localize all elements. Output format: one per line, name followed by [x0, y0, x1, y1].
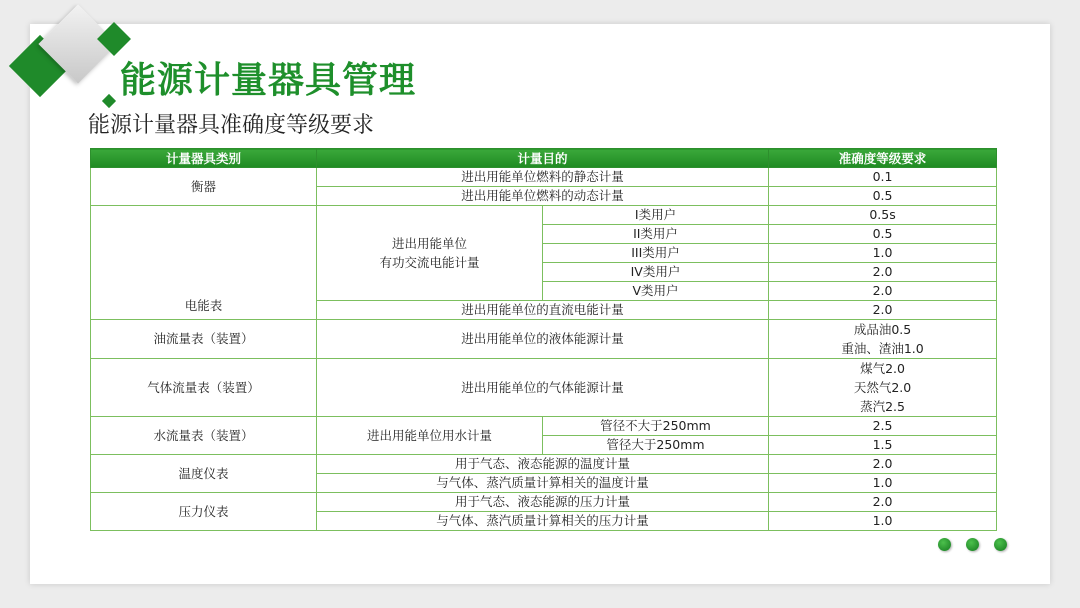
purpose-line: 有功交流电能计量	[379, 255, 480, 270]
grade-cell: 1.5	[769, 436, 997, 455]
category-cell: 温度仪表	[91, 455, 317, 493]
user-class-cell: III类用户	[543, 244, 769, 263]
header-purpose: 计量目的	[317, 149, 769, 168]
grade-cell: 1.0	[769, 244, 997, 263]
grade-line: 蒸汽2.5	[860, 399, 905, 414]
page-title: 能源计量器具管理	[120, 60, 417, 101]
category-cell: 气体流量表（装置）	[91, 359, 317, 417]
header-category: 计量器具类别	[91, 149, 317, 168]
grade-line: 煤气2.0	[860, 361, 905, 376]
condition-cell: 管径大于250mm	[543, 436, 769, 455]
purpose-cell: 进出用能单位用水计量	[317, 417, 543, 455]
purpose-line: 进出用能单位	[391, 236, 467, 251]
grade-cell: 0.5s	[769, 206, 997, 225]
category-cell: 压力仪表	[91, 493, 317, 531]
purpose-cell: 进出用能单位燃料的静态计量	[317, 168, 769, 187]
purpose-cell: 用于气态、液态能源的温度计量	[317, 455, 769, 474]
grade-line: 成品油0.5	[853, 322, 912, 337]
accuracy-table	[90, 148, 997, 531]
grade-cell: 0.5	[769, 187, 997, 206]
purpose-cell: 进出用能单位的直流电能计量	[317, 301, 769, 320]
grade-line: 重油、渣油1.0	[841, 341, 924, 356]
grade-cell: 0.5	[769, 225, 997, 244]
purpose-cell: 与气体、蒸汽质量计算相关的温度计量	[317, 474, 769, 493]
decor-diamond	[102, 94, 116, 108]
user-class-cell: I类用户	[543, 206, 769, 225]
table-row	[91, 359, 997, 417]
user-class-cell: IV类用户	[543, 263, 769, 282]
purpose-cell: 进出用能单位燃料的动态计量	[317, 187, 769, 206]
purpose-cell: 用于气态、液态能源的压力计量	[317, 493, 769, 512]
decor-dot	[994, 538, 1007, 551]
purpose-cell: 进出用能单位的气体能源计量	[317, 359, 769, 417]
grade-cell: 2.0	[769, 263, 997, 282]
grade-cell: 1.0	[769, 512, 997, 531]
table-row	[91, 417, 997, 436]
category-cell: 水流量表（装置）	[91, 417, 317, 455]
category-cell: 电能表	[91, 206, 317, 320]
grade-cell: 2.5	[769, 417, 997, 436]
table-row	[91, 168, 997, 187]
grade-cell: 0.1	[769, 168, 997, 187]
header-grade: 准确度等级要求	[769, 149, 997, 168]
table-row	[91, 455, 997, 474]
table-header-row	[91, 149, 997, 168]
decor-dot	[938, 538, 951, 551]
category-cell: 油流量表（装置）	[91, 320, 317, 359]
grade-cell: 2.0	[769, 301, 997, 320]
table-row	[91, 320, 997, 359]
condition-cell: 管径不大于250mm	[543, 417, 769, 436]
table-row	[91, 493, 997, 512]
user-class-cell: II类用户	[543, 225, 769, 244]
purpose-cell: 与气体、蒸汽质量计算相关的压力计量	[317, 512, 769, 531]
page-subtitle: 能源计量器具准确度等级要求	[88, 113, 375, 138]
table-row	[91, 206, 997, 225]
grade-cell: 2.0	[769, 282, 997, 301]
category-cell: 衡器	[91, 168, 317, 206]
grade-cell: 2.0	[769, 493, 997, 512]
purpose-cell: 进出用能单位的液体能源计量	[317, 320, 769, 359]
grade-cell: 2.0	[769, 455, 997, 474]
purpose-cell	[317, 206, 543, 301]
decor-dot	[966, 538, 979, 551]
grade-line: 天然气2.0	[853, 380, 912, 395]
grade-cell	[769, 359, 997, 417]
user-class-cell: V类用户	[543, 282, 769, 301]
grade-cell: 1.0	[769, 474, 997, 493]
grade-cell	[769, 320, 997, 359]
